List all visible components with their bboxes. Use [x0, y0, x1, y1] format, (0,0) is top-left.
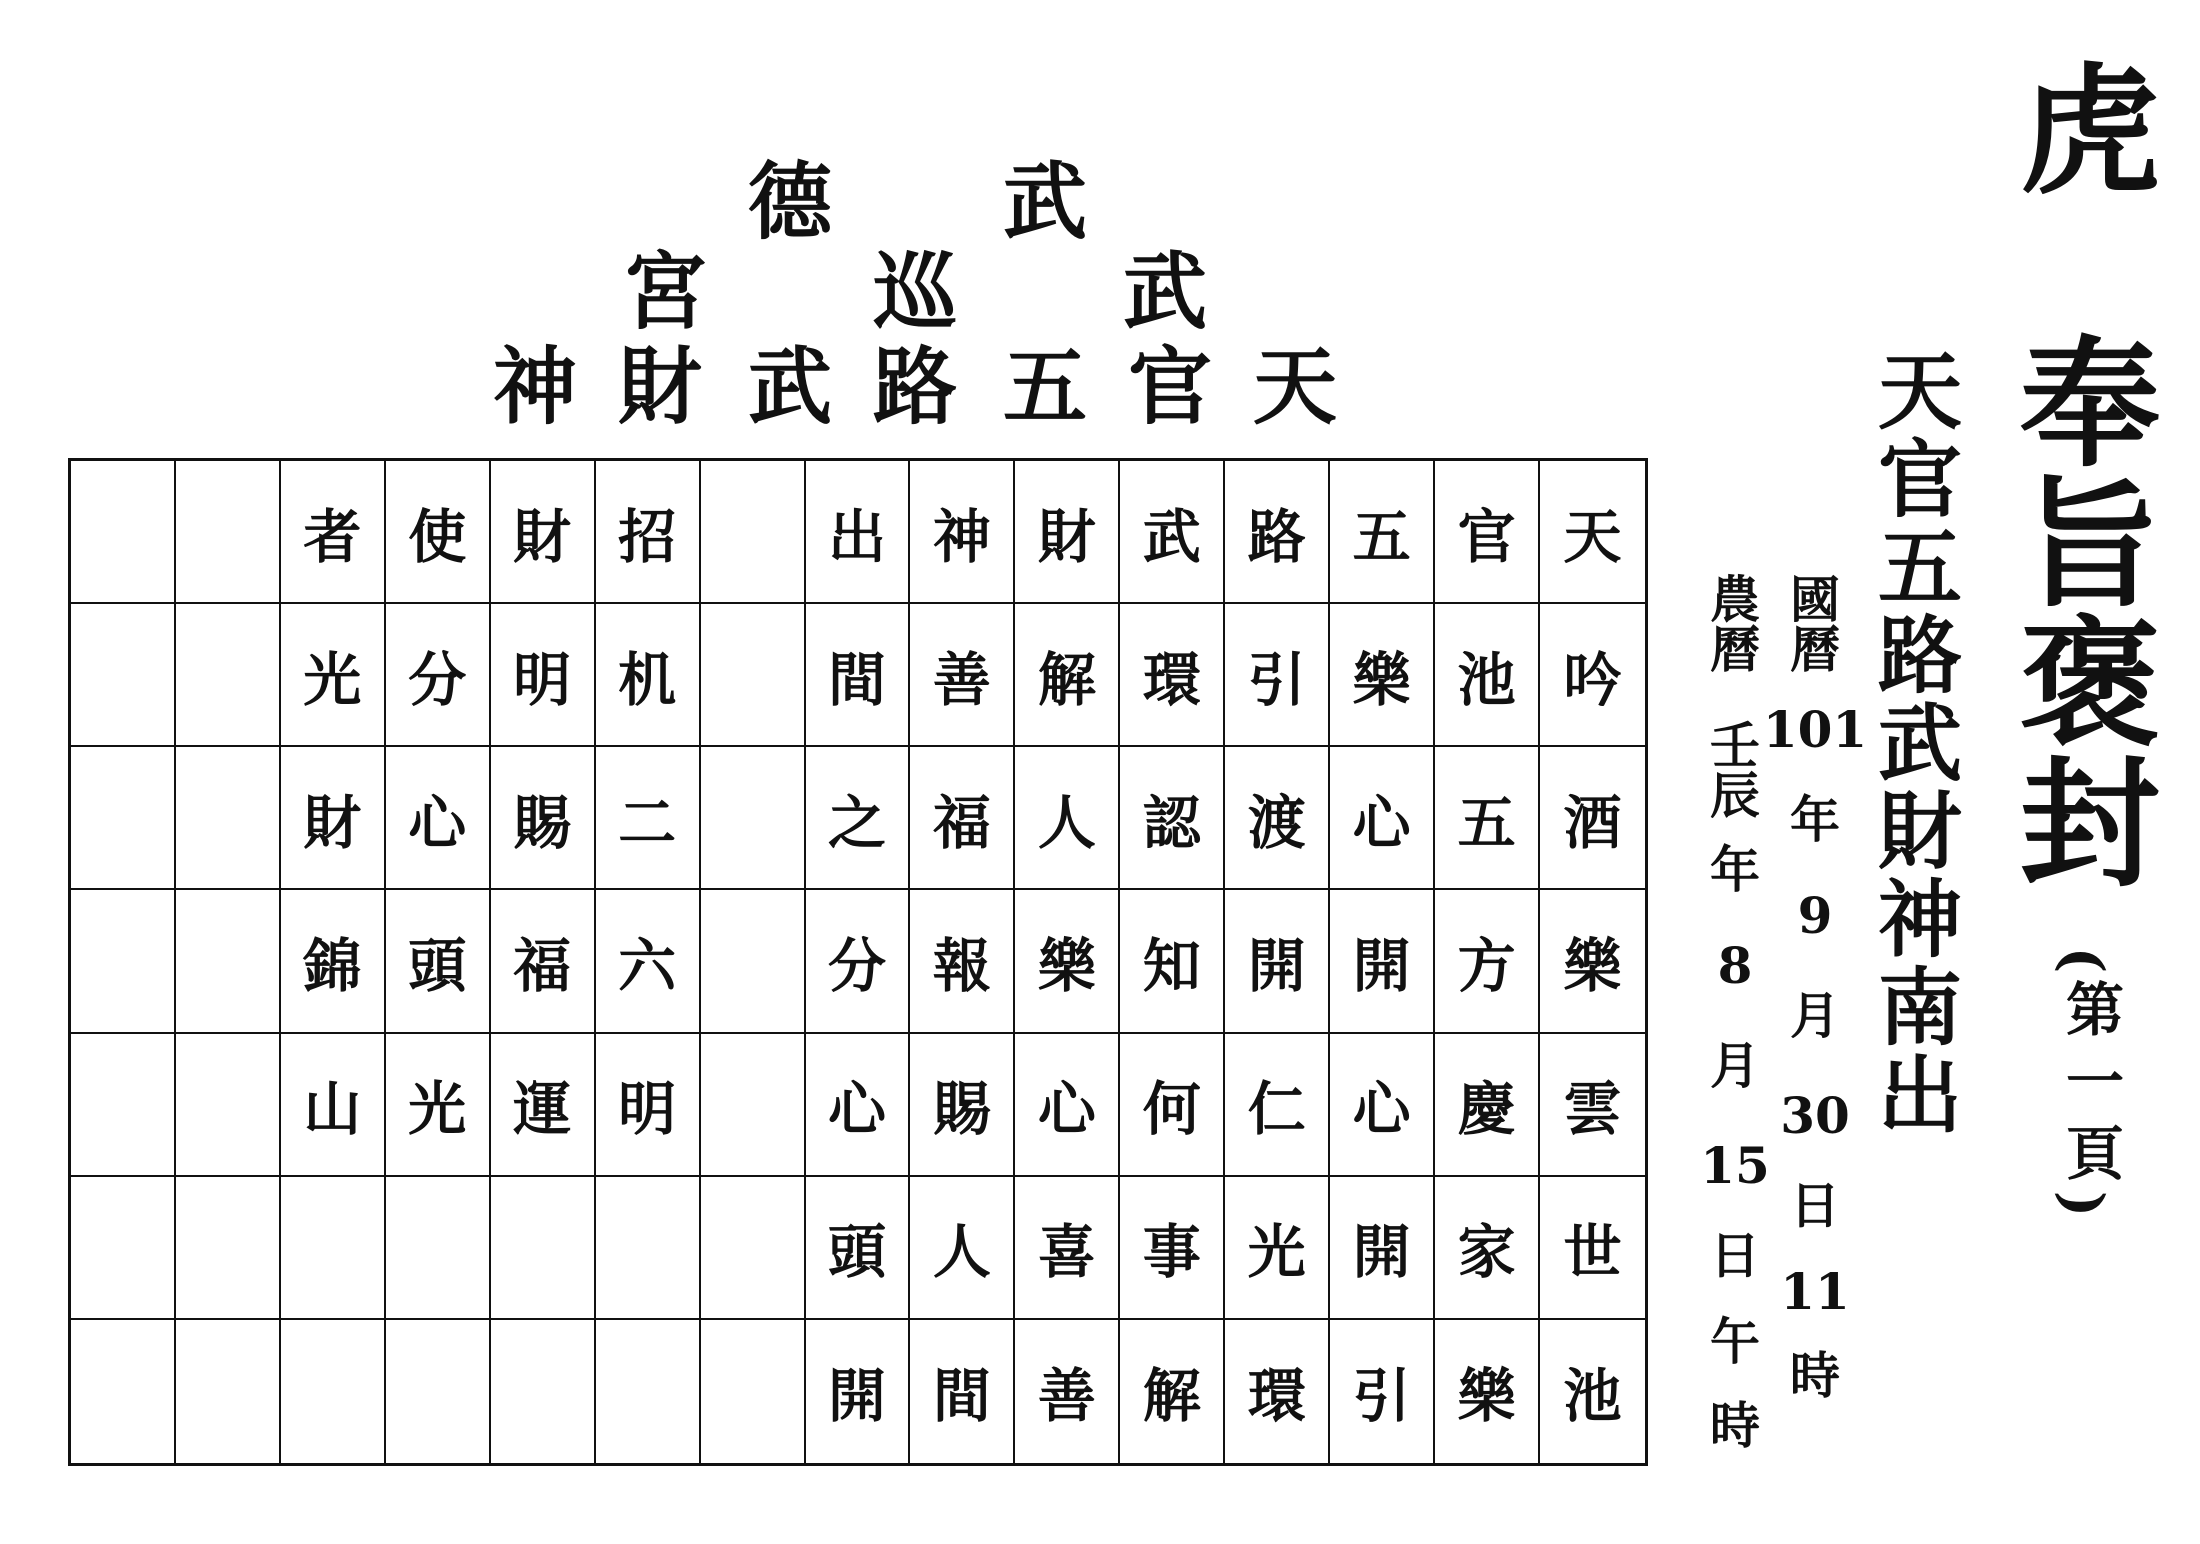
grid-cell: 家	[1435, 1177, 1540, 1320]
date-char: 日	[1790, 1176, 1840, 1235]
date-char: 辰	[1710, 766, 1760, 825]
grid-cell	[176, 747, 281, 890]
header-char: 路	[872, 337, 957, 436]
grid-cell	[176, 1177, 281, 1320]
national-date-column	[1762, 570, 1868, 1405]
header-char: 武	[1122, 242, 1207, 341]
lunar-date-column	[1700, 570, 1770, 1455]
poem-grid	[68, 458, 1648, 1466]
grid-cell	[71, 1320, 176, 1463]
header-char: 官	[1127, 337, 1212, 436]
grid-cell	[701, 461, 806, 604]
grid-cell: 者	[281, 461, 386, 604]
grid-cell: 官	[1435, 461, 1540, 604]
grid-cell: 人	[910, 1177, 1015, 1320]
date-char: 曆	[1710, 620, 1760, 679]
grid-cell: 明	[596, 1034, 701, 1177]
grid-cell: 環	[1225, 1320, 1330, 1463]
deity-char: 天	[1877, 342, 1962, 441]
grid-cell	[701, 604, 806, 747]
grid-cell: 心	[386, 747, 491, 890]
page-indicator	[2049, 945, 2135, 1219]
deity-char: 南	[1877, 958, 1962, 1057]
grid-cell: 招	[596, 461, 701, 604]
grid-cell: 解	[1015, 604, 1120, 747]
date-char: 年	[1710, 840, 1760, 899]
date-char: 時	[1790, 1346, 1840, 1405]
grid-cell: 慶	[1435, 1034, 1540, 1177]
grid-cell: 引	[1330, 1320, 1435, 1463]
grid-cell: 人	[1015, 747, 1120, 890]
grid-cell: 賜	[491, 747, 596, 890]
grid-cell: 開	[1330, 890, 1435, 1033]
header-char: 財	[617, 337, 702, 436]
grid-cell: 心	[1330, 1034, 1435, 1177]
grid-cell: 環	[1120, 604, 1225, 747]
header-char: 武	[1002, 152, 1087, 251]
grid-cell: 開	[1225, 890, 1330, 1033]
grid-cell: 間	[806, 604, 911, 747]
date-char: 曆	[1790, 620, 1840, 679]
deity-char: 財	[1877, 782, 1962, 881]
date-char: 15	[1700, 1136, 1770, 1195]
deity-char: 神	[1877, 870, 1962, 969]
grid-cell: 光	[281, 604, 386, 747]
grid-cell: 武	[1120, 461, 1225, 604]
date-char: 日	[1710, 1226, 1760, 1285]
grid-cell: 天	[1540, 461, 1645, 604]
grid-cell: 山	[281, 1034, 386, 1177]
grid-cell	[701, 1320, 806, 1463]
grid-cell: 善	[910, 604, 1015, 747]
grid-cell: 神	[910, 461, 1015, 604]
grid-cell: 五	[1330, 461, 1435, 604]
page-char: 頁	[2065, 1120, 2124, 1188]
grid-cell: 之	[806, 747, 911, 890]
deity-line	[1865, 342, 1975, 1145]
grid-cell: 財	[281, 747, 386, 890]
date-char: 101	[1762, 700, 1868, 759]
grid-cell: 二	[596, 747, 701, 890]
main-title	[2010, 323, 2170, 907]
grid-cell: 使	[386, 461, 491, 604]
page-char: 一	[2065, 1048, 2124, 1116]
grid-cell: 知	[1120, 890, 1225, 1033]
grid-cell	[491, 1320, 596, 1463]
grid-cell: 運	[491, 1034, 596, 1177]
grid-cell: 路	[1225, 461, 1330, 604]
grid-cell	[386, 1177, 491, 1320]
grid-cell: 光	[1225, 1177, 1330, 1320]
grid-cell	[491, 1177, 596, 1320]
grid-cell: 頭	[386, 890, 491, 1033]
grid-cell: 雲	[1540, 1034, 1645, 1177]
grid-cell: 渡	[1225, 747, 1330, 890]
grid-cell	[701, 747, 806, 890]
grid-cell: 開	[1330, 1177, 1435, 1320]
date-char: 午	[1710, 1312, 1760, 1371]
grid-cell: 樂	[1015, 890, 1120, 1033]
page-char: 第	[2065, 976, 2124, 1044]
grid-cell: 福	[910, 747, 1015, 890]
grid-cell: 賜	[910, 1034, 1015, 1177]
grid-cell	[176, 461, 281, 604]
grid-cell: 池	[1563, 1362, 1622, 1431]
header-char: 天	[1252, 337, 1337, 436]
tiger-character: 虎	[2019, 50, 2160, 214]
header-char: 武	[747, 337, 832, 436]
grid-cell: 池	[1435, 604, 1540, 747]
title-char: 封	[2019, 743, 2160, 907]
grid-cell: 心	[1015, 1034, 1120, 1177]
paren-close: )	[2049, 1190, 2115, 1218]
grid-cell	[701, 1034, 806, 1177]
date-char: 月	[1710, 1036, 1760, 1095]
grid-cell: 事	[1120, 1177, 1225, 1320]
date-char: 月	[1790, 986, 1840, 1045]
date-char: 9	[1797, 886, 1833, 945]
grid-cell: 心	[806, 1034, 911, 1177]
grid-cell: 六	[596, 890, 701, 1033]
grid-cell: 錦	[281, 890, 386, 1033]
date-char: 8	[1717, 936, 1753, 995]
grid-cell	[176, 604, 281, 747]
grid-cell: 酒	[1540, 747, 1645, 890]
grid-cell	[176, 1034, 281, 1177]
deity-char: 五	[1877, 518, 1962, 617]
date-char: 30	[1780, 1086, 1850, 1145]
grid-cell	[71, 1177, 176, 1320]
grid-cell: 樂	[1540, 890, 1645, 1033]
grid-cell: 分	[386, 604, 491, 747]
grid-cell	[386, 1320, 491, 1463]
grid-cell	[71, 1034, 176, 1177]
grid-cell: 喜	[1015, 1177, 1120, 1320]
grid-cell: 吟	[1540, 604, 1645, 747]
date-char: 年	[1790, 790, 1840, 849]
date-char: 時	[1710, 1396, 1760, 1455]
grid-cell: 財	[491, 461, 596, 604]
deity-char: 官	[1877, 430, 1962, 529]
grid-cell: 光	[386, 1034, 491, 1177]
grid-cell: 五	[1435, 747, 1540, 890]
grid-cell: 善	[1015, 1320, 1120, 1463]
grid-cell: 樂	[1435, 1320, 1540, 1463]
grid-cell: 何	[1120, 1034, 1225, 1177]
grid-cell: 仁	[1225, 1034, 1330, 1177]
grid-cell: 引	[1225, 604, 1330, 747]
grid-cell	[281, 1177, 386, 1320]
date-char: 壬	[1710, 716, 1760, 775]
grid-cell	[596, 1320, 701, 1463]
grid-cell	[701, 1177, 806, 1320]
grid-cell: 明	[491, 604, 596, 747]
grid-cell	[701, 890, 806, 1033]
grid-cell	[71, 461, 176, 604]
grid-cell: 頭	[806, 1177, 911, 1320]
header-char: 德	[747, 152, 832, 251]
header-char: 宮	[622, 242, 707, 341]
grid-cell	[596, 1177, 701, 1320]
deity-char: 武	[1877, 694, 1962, 793]
grid-cell: 開	[806, 1320, 911, 1463]
header-char: 神	[492, 337, 577, 436]
header-char: 巡	[872, 242, 957, 341]
grid-cell	[176, 1320, 281, 1463]
grid-cell	[71, 604, 176, 747]
paren-open: (	[2049, 946, 2115, 974]
grid-cell: 心	[1330, 747, 1435, 890]
grid-cell: 分	[806, 890, 911, 1033]
grid-cell: 認	[1120, 747, 1225, 890]
grid-cell: 樂	[1330, 604, 1435, 747]
date-char: 農	[1710, 570, 1760, 629]
grid-cell: 財	[1015, 461, 1120, 604]
grid-cell	[71, 747, 176, 890]
date-char: 11	[1780, 1262, 1850, 1321]
grid-cell	[281, 1320, 386, 1463]
deity-char: 路	[1877, 606, 1962, 705]
date-char: 國	[1790, 570, 1840, 629]
title-char: 褒	[2019, 603, 2160, 767]
grid-cell: 出	[806, 461, 911, 604]
grid-cell: 机	[596, 604, 701, 747]
title-char: 旨	[2019, 463, 2160, 627]
grid-cell: 世	[1540, 1177, 1645, 1320]
grid-cell: 方	[1435, 890, 1540, 1033]
grid-cell: 福	[491, 890, 596, 1033]
grid-cell: 間	[910, 1320, 1015, 1463]
grid-cell: 解	[1120, 1320, 1225, 1463]
grid-cell	[71, 890, 176, 1033]
title-char: 奉	[2019, 323, 2160, 487]
grid-cell: 報	[910, 890, 1015, 1033]
grid-cell	[176, 890, 281, 1033]
deity-char: 出	[1877, 1046, 1962, 1145]
header-char: 五	[1002, 337, 1087, 436]
